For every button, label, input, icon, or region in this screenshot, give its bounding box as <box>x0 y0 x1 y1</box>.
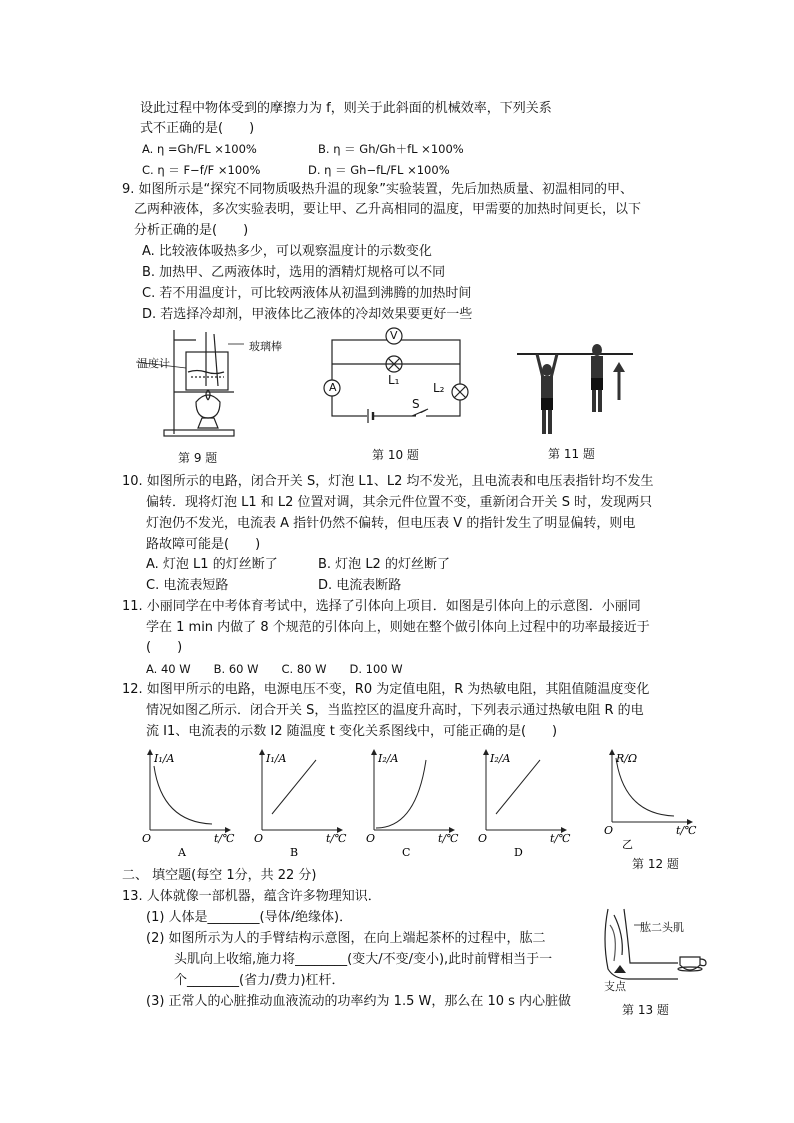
section2-title: 二、 填空题(每空 1分，共 22 分) <box>122 868 317 883</box>
graph-5 <box>604 750 697 851</box>
q13-sub2-line2: 头肌向上收缩,施力将________(变大/不变/变小),此时前臂相当于一 <box>174 952 553 967</box>
graph-curve <box>496 760 540 814</box>
graph-x-label: t/℃ <box>214 832 235 845</box>
q12-stem-line3: 流 I1、电流表的示数 I2 随温度 t 变化关系图线中，可能正确的是( ) <box>146 724 558 739</box>
q13-sub1: (1) 人体是________(导体/绝缘体)． <box>146 910 353 925</box>
fig10-l2-label: L₂ <box>433 381 445 395</box>
q9-option-b: B. 加热甲、乙两液体时，选用的酒精灯规格可以不同 <box>142 265 446 280</box>
graph-2 <box>254 750 347 859</box>
q10-option-b: B. 灯泡 L2 的灯丝断了 <box>318 557 450 572</box>
q10-stem-line4: 路故障可能是( ) <box>146 537 261 552</box>
fig11-caption: 第 11 题 <box>548 447 595 461</box>
q13-sub3: (3) 正常人的心脏推动血液流动的功率约为 1.5 W，那么在 10 s 内心脏做 <box>146 994 572 1009</box>
q10-option-c: C. 电流表短路 <box>146 578 229 593</box>
graph-origin-label: O <box>478 832 488 845</box>
graph-curve <box>376 760 426 828</box>
q12-stem-line2: 情况如图乙所示．闭合开关 S，当监控区的温度升高时，下列表示通过热敏电阻 R 的电 <box>146 703 644 718</box>
graph-y-label: I₂/A <box>490 752 511 765</box>
graph-option-letter: A <box>178 846 186 859</box>
q13-sub2-line3: 个________(省力/费力)杠杆． <box>174 973 345 988</box>
graph-origin-label: O <box>142 832 152 845</box>
q9-option-a: A. 比较液体吸热多少，可以观察温度计的示数变化 <box>142 244 432 259</box>
fig9-glass-rod-label: 玻璃棒 <box>249 340 282 353</box>
graph-y-label: I₁/A <box>266 752 287 765</box>
graph-4 <box>478 750 571 859</box>
graph-option-letter: C <box>402 846 411 859</box>
q13-sub2-line1: (2) 如图所示为人的手臂结构示意图，在向上端起茶杯的过程中，肱二 <box>146 931 546 946</box>
fig9-thermometer-label: 温度计 <box>137 357 170 370</box>
graph-x-label: t/℃ <box>676 824 697 837</box>
q9-option-d: D. 若选择冷却剂，甲液体比乙液体的冷却效果要更好一些 <box>142 307 473 322</box>
q10-stem-line2: 偏转．现将灯泡 L1 和 L2 位置对调，其余元件位置不变，重新闭合开关 S 时，发现两只 <box>146 495 653 510</box>
graph-option-letter: 乙 <box>622 838 633 851</box>
graph-curve <box>154 766 212 824</box>
graph-x-label: t/℃ <box>438 832 459 845</box>
fig10-ammeter-label: A <box>329 381 337 394</box>
graph-y-label: I₁/A <box>154 752 175 765</box>
graph-curve <box>616 758 674 816</box>
q13-stem: 13. 人体就像一部机器，蕴含许多物理知识． <box>122 889 381 904</box>
graph-x-label: t/℃ <box>550 832 571 845</box>
graph-3 <box>366 750 459 859</box>
graph-origin-label: O <box>604 824 614 837</box>
q10-stem-line1: 10. 如图所示的电路，闭合开关 S，灯泡 L1、L2 均不发光，且电流表和电压表指针均不发生 <box>122 474 654 489</box>
q9-stem-line2: 乙两种液体，多次实验表明，要让甲、乙升高相同的温度，甲需要的加热时间更长，以下 <box>134 202 642 217</box>
q11-stem-line3: ( ) <box>146 640 183 655</box>
graph-origin-label: O <box>366 832 376 845</box>
fig10-voltmeter-label: V <box>390 329 398 342</box>
graph-curve <box>272 760 316 814</box>
q12-stem-line1: 12. 如图甲所示的电路，电源电压不变，R0 为定值电阻，R 为热敏电阻，其阻值随温度变化 <box>122 682 650 697</box>
q8-stem-line2: 式不正确的是( ) <box>140 121 255 136</box>
graph-y-label: R/Ω <box>616 752 638 765</box>
q11-options: A. 40 W B. 60 W C. 80 W D. 100 W <box>146 662 403 676</box>
q9-stem-line3: 分析正确的是( ) <box>134 223 249 238</box>
q9-option-c: C. 若不用温度计，可比较两液体从初温到沸腾的加热时间 <box>142 286 472 301</box>
fig10-caption: 第 10 题 <box>372 448 419 462</box>
fig12-caption: 第 12 题 <box>632 857 679 871</box>
graph-1 <box>142 750 235 859</box>
q11-stem-line1: 11. 小丽同学在中考体育考试中，选择了引体向上项目．如图是引体向上的示意图．小丽同 <box>122 599 641 614</box>
graph-option-letter: B <box>290 846 299 859</box>
fig10-switch-label: S <box>412 397 420 411</box>
graph-option-letter: D <box>514 846 523 859</box>
q12-graphs <box>140 746 710 866</box>
q8-option-d: D. η ＝ Gh−fL/FL ×100% <box>308 163 450 177</box>
q8-option-c: C. η ＝ F−f/F ×100% <box>142 163 261 177</box>
q8-stem-line1: 设此过程中物体受到的摩擦力为 f，则关于此斜面的机械效率，下列关系 <box>140 101 552 116</box>
graph-origin-label: O <box>254 832 264 845</box>
q10-option-d: D. 电流表断路 <box>318 578 402 593</box>
fig13-caption: 第 13 题 <box>622 1003 669 1017</box>
q8-option-a: A. η =Gh/FL ×100% <box>142 142 257 156</box>
q9-stem-line1: 9. 如图所示是“探究不同物质吸热升温的现象”实验装置，先后加热质量、初温相同的甲、 <box>122 182 634 197</box>
q10-stem-line3: 灯泡仍不发光，电流表 A 指针仍然不偏转，但电压表 V 的指针发生了明显偏转，则电 <box>146 516 636 531</box>
graph-x-label: t/℃ <box>326 832 347 845</box>
fig10-l1-label: L₁ <box>388 373 400 387</box>
fig13-pivot-label: 支点 <box>604 980 626 993</box>
fig13-muscle-label: 肱二头肌 <box>640 921 684 934</box>
q11-stem-line2: 学在 1 min 内做了 8 个规范的引体向上，则她在整个做引体向上过程中的功率最接近于 <box>146 620 650 635</box>
q8-option-b: B. η ＝ Gh/Gh＋fL ×100% <box>318 142 464 156</box>
graph-y-label: I₂/A <box>378 752 399 765</box>
q10-option-a: A. 灯泡 L1 的灯丝断了 <box>146 557 278 572</box>
fig11-pullup <box>515 340 635 440</box>
fig9-caption: 第 9 题 <box>178 451 218 465</box>
